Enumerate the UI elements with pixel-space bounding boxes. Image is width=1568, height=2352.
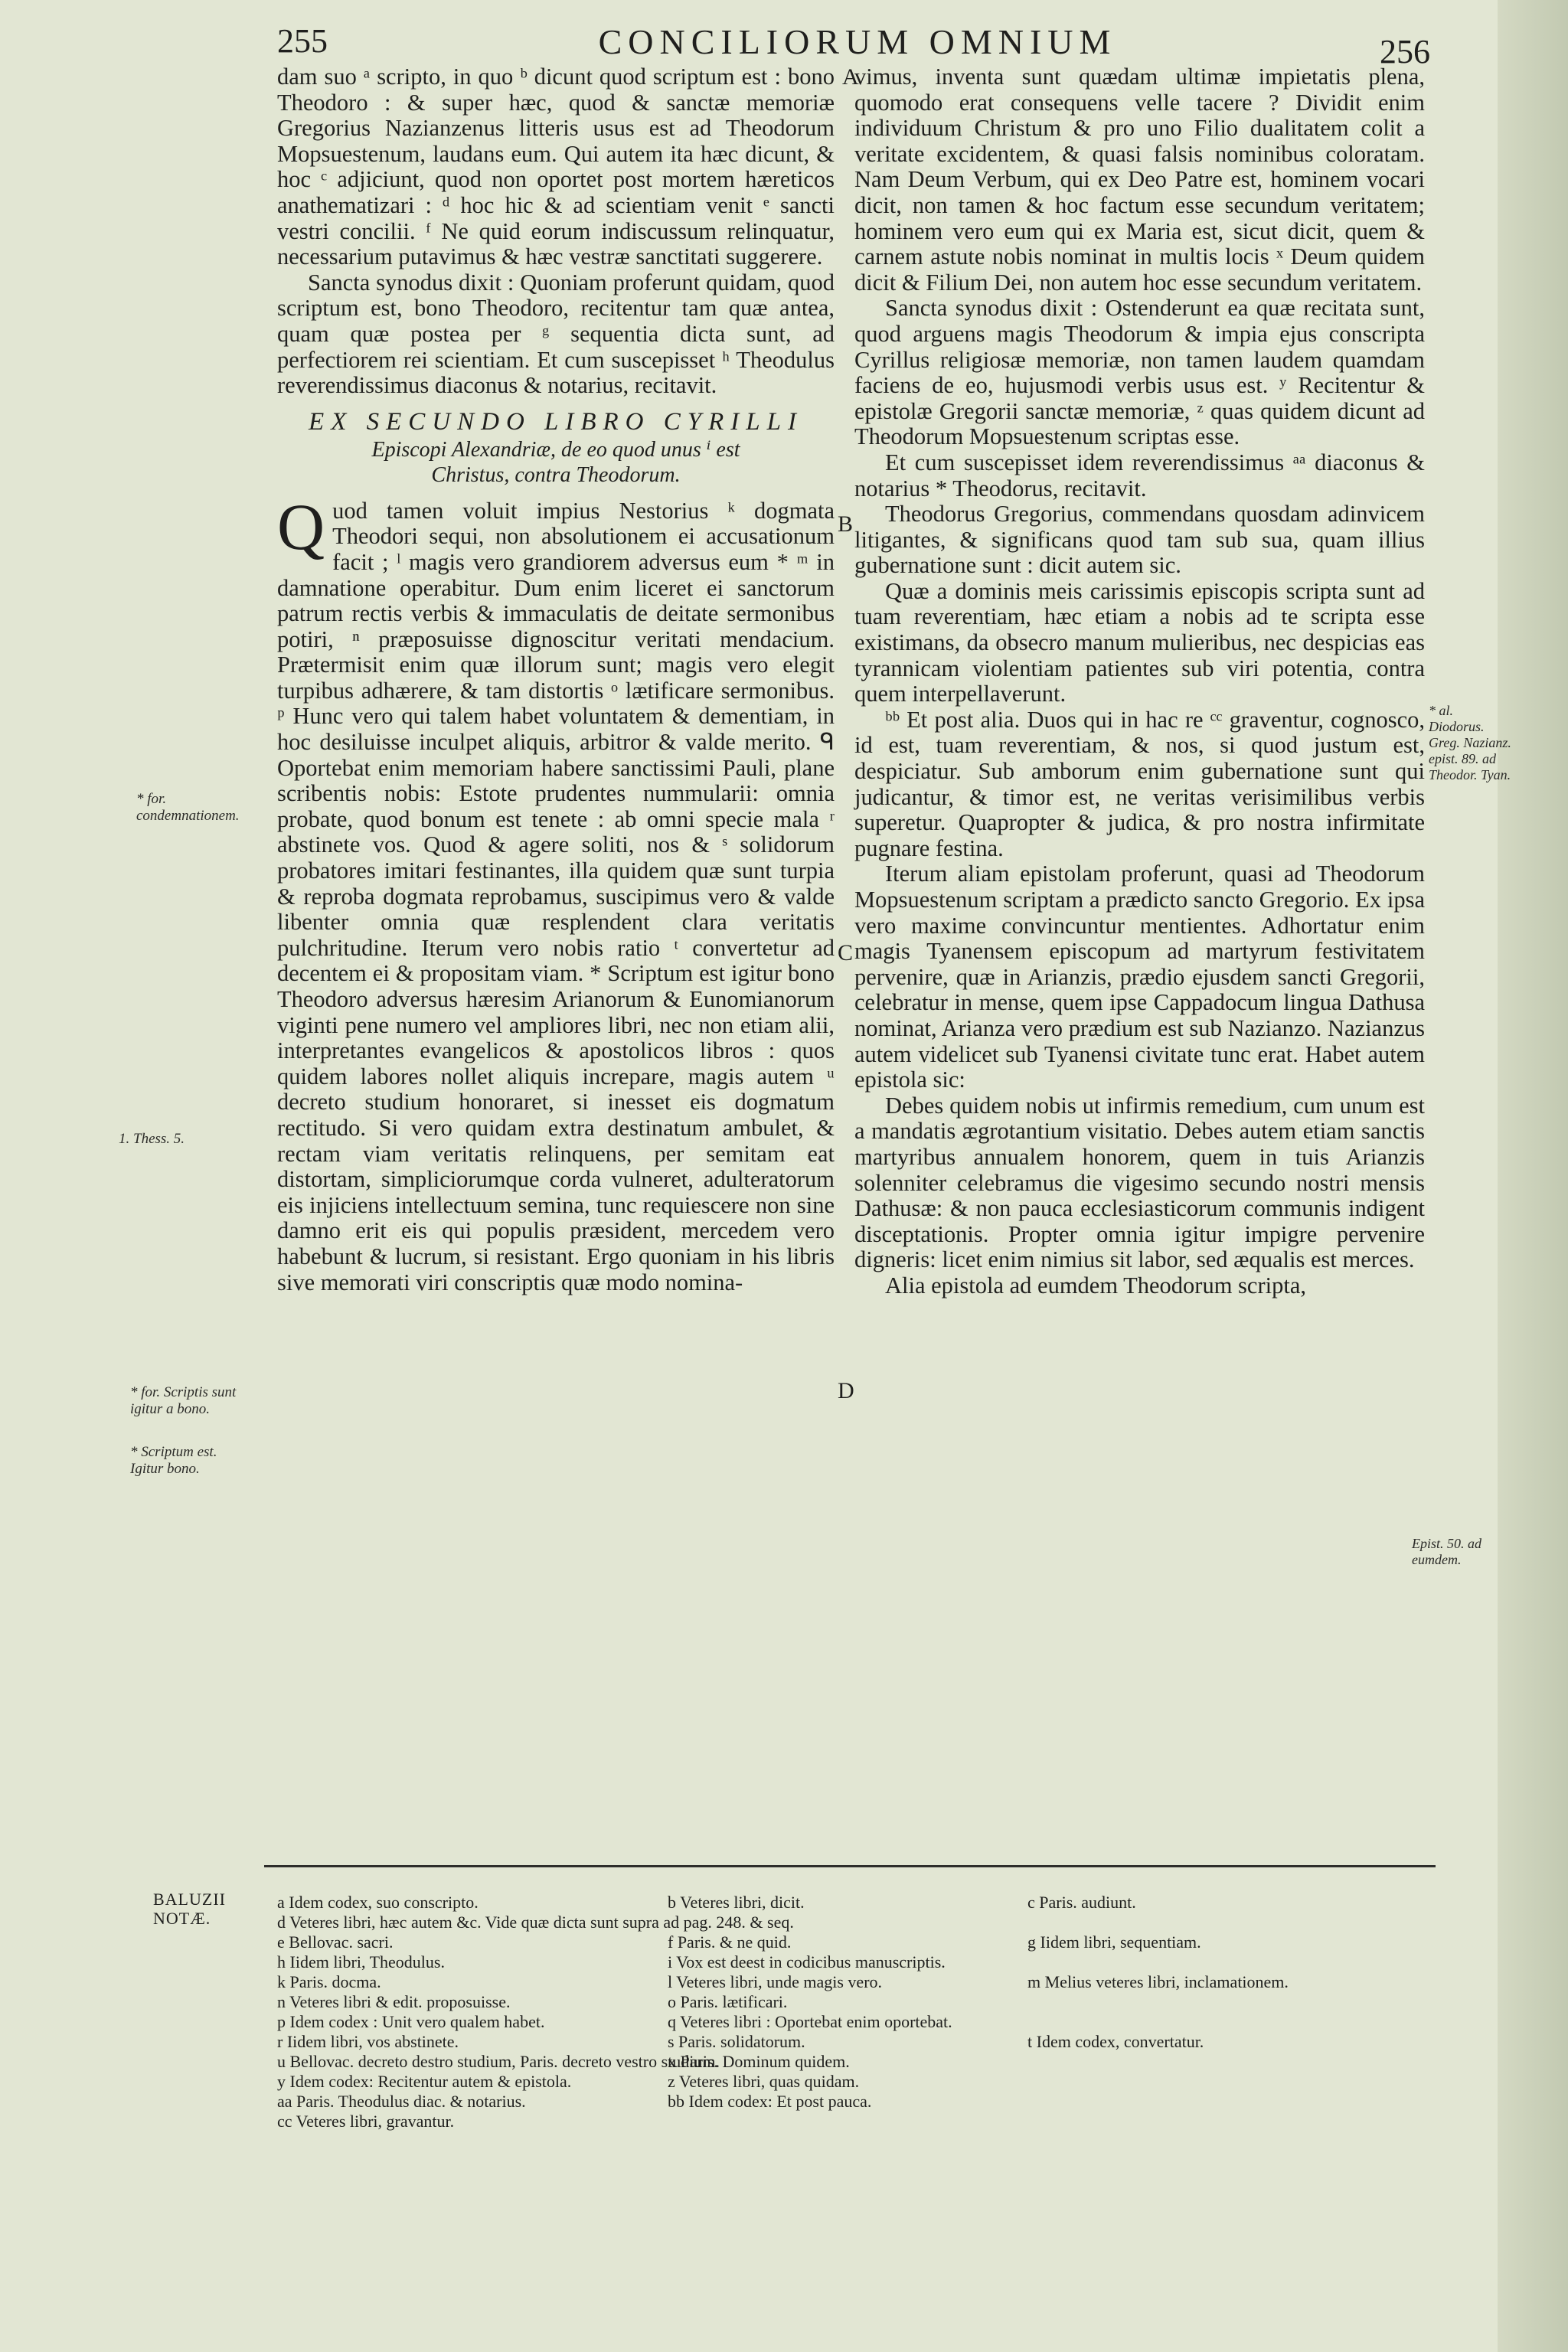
margin-note-scriptum: * Scriptum est. Igitur bono.: [130, 1444, 217, 1477]
footnote-entry: u Bellovac. decreto destro studium, Paris. decreto vestro studium.: [277, 2052, 720, 2071]
margin-note-condemnationem: * for. condemnationem.: [136, 791, 240, 824]
right-paragraph-7: Iterum aliam epistolam proferunt, quasi ad Theodorum Mopsuestenum scriptam a prædicto sancto Gregorio. Ex ipsa vero maxime convincuntur mentientes. Adhortatur enim magis Tyanensem episcopum ad martyrum festivitatem pervenire, quæ in Arianzis, prædio ejusdem sancti Gregorii, celebratur in mense, quem ipse Cappadocum lingua Dathusa nominat, Arianza vero prædium est sub Nazianzo. Nazianzus autem videlicet sub Tyanensi civitate tunc erat. Habet autem epistola sic:: [854, 861, 1425, 1093]
footnote-entry: n Veteres libri & edit. proposuisse.: [277, 1992, 511, 2011]
page-number-right: 256: [1380, 33, 1430, 70]
right-paragraph-6: ᵇᵇ Et post alia. Duos qui in hac re ᶜᶜ graventur, cognosco, id est, tuam reverentiam, & nos, si quod justum est, despiciatur. Sub amborum enim gubernatione sunt qui judicantur, & timor est, ne veritas verisimilibus verbis superetur. Quapropter & judica, & pro nostra infirmitate pugnare festina.: [854, 706, 1425, 861]
right-text-column: [854, 64, 1425, 1299]
footnote-row: [277, 1952, 1441, 1972]
footnote-entry: i Vox est deest in codicibus manuscriptis.: [668, 1952, 946, 1971]
footnote-entry: a Idem codex, suo conscripto.: [277, 1893, 479, 1912]
running-title: CONCILIORUM OMNIUM: [598, 22, 1117, 61]
footnote-entry: z Veteres libri, quas quidam.: [668, 2072, 860, 2091]
section-letter-a: A: [842, 64, 859, 90]
adjacent-page-edge: [1498, 0, 1568, 2352]
section-subtitle-line2: Christus, contra Theodorum.: [431, 462, 681, 487]
right-paragraph-8: Debes quidem nobis ut infirmis remedium, cum unum est a mandatis ægrotantium visitatio. Debes autem etiam sanctis martyribus annualem honorem, quem in tuis Arianzis solenniter celebramus die vigesimo secundo nostri mensis Dathusæ: & non pauca ecclesiasticorum communis indigent disceptationis. Propter omnia igitur impigre pervenire digneris: licet enim nimius sit labor, sed æqualis est merces.: [854, 1092, 1425, 1273]
footnote-row: [277, 2112, 1441, 2132]
footnote-entry: bb Idem codex: Et post pauca.: [668, 2092, 872, 2111]
footnote-row: [277, 1972, 1441, 1992]
section-subtitle: [277, 437, 835, 488]
right-paragraph-9: Alia epistola ad eumdem Theodorum scripta,: [885, 1272, 1306, 1298]
footnote-row: [277, 2092, 1441, 2112]
footnote-entry: r Iidem libri, vos abstinete.: [277, 2032, 459, 2051]
footnote-entry: aa Paris. Theodulus diac. & notarius.: [277, 2092, 526, 2111]
footnote-entry: c Paris. audiunt.: [1027, 1893, 1136, 1912]
footnote-entry: t Idem codex, convertatur.: [1027, 2032, 1204, 2051]
footnote-entry: b Veteres libri, dicit.: [668, 1893, 805, 1912]
left-paragraph-3-text: uod tamen voluit impius Nestorius ᵏ dogmata Theodori sequi, non absolutionem ei accusationum facit ; ˡ magis vero grandiorem adversus eum * ᵐ in damnatione operabitur. Dum enim liceret ei sanctorum patrum rectis verbis & immaculatis de deitate sermonibus potiri, ⁿ præposuisse dignoscitur veritati mendacium. Prætermisit enim quæ illorum sunt; magis vero elegit turpibus adhærere, & tam distortis ᵒ lætificare sermonibus. ᵖ Hunc vero qui talem habet voluntatem & dementiam, in hoc desiluisse inculpet aliquis, arbitror & valde merito. ᑫ Oportebat enim memoriam habere sanctissimi Pauli, plane scribentis nobis: Estote prudentes nummularii: omnia probate, quod bonum est tenete : ab omni specie mala ʳ abstinete vos. Quod & agere soliti, nos & ˢ solidorum probatores imitari festinantes, illa quidem quæ sunt turpia & reproba dogmata reprobamus, suscipimus vero & valde libenter omnia quæ resplendent clara veritatis pulchritudine. Iterum vero nobis ratio ᵗ convertetur ad decentem ei & propositam viam. * Scriptum est igitur bono Theodoro adversus hæresim Arianorum & Eunomianorum viginti pene numero vel ampliores libri, nec non etiam alii, interpretantes evangelicos & apostolicos libros : quos quidem labores nollet aliquis increpare, magis autem ᵘ decreto studium honoraret, si inesset eis dogmatum rectitudo. Si vero quidam extra destinatum ambulet, & rectam viam veritatis relinquens, per semitam eat distortam, simpliciorumque corda vulneret, adulteratorum eis injiciens intellectuum semina, tunc requiescere non sine damno erit eis qui populis præsident, mercedem vero habebunt & lucrum, si resistant. Ergo quoniam in his libris sive memorati viri conscriptis quæ modo nomina-: [277, 497, 835, 1295]
section-letter-d: D: [838, 1378, 854, 1403]
left-paragraph-1: dam suo ᵃ scripto, in quo ᵇ dicunt quod scriptum est : bono Theodoro : & super hæc, quod & sanctæ memoriæ Gregorius Nazianzenus litteris usus est ad Theodorum Mopsuestenum, laudans eum. Qui autem ita hæc dicunt, & hoc ᶜ adjiciunt, quod non oportet post mortem hæreticos anathematizari : ᵈ hoc hic & ad scientiam venit ᵉ sancti vestri concilii. ᶠ Ne quid eorum indiscussum relinquatur, necessarium putavimus & hæc vestræ sanctitati suggerere.: [277, 64, 835, 270]
footnote-entry: m Melius veteres libri, inclamationem.: [1027, 1972, 1289, 1991]
footnote-separator-rule: [264, 1865, 1436, 1867]
footnote-entry: k Paris. docma.: [277, 1972, 381, 1991]
footnote-row: [277, 1932, 1441, 1952]
right-paragraph-5: Quæ a dominis meis carissimis episcopis scripta sunt ad tuam reverentiam, hæc etiam a nobis ad te scripta esse existimans, da obsecro manum mulieribus, nec despicias eas tyrannicam violentiam patientes sub viri potentia, contra quem interpellaverunt.: [854, 577, 1425, 707]
left-text-column: [277, 64, 835, 1295]
footnotes-label-line1: BALUZII: [153, 1890, 226, 1909]
margin-note-epistola: Epist. 50. ad eumdem.: [1412, 1536, 1482, 1567]
right-paragraph-4: Theodorus Gregorius, commendans quosdam adinvicem litigantes, & significans quod tam sub sua, quam illius gubernatione sunt : dicit autem sic.: [854, 501, 1425, 579]
footnote-entry: p Idem codex : Unit vero qualem habet.: [277, 2012, 545, 2031]
drop-capital: Q: [277, 489, 325, 564]
footnote-entry: cc Veteres libri, gravantur.: [277, 2112, 455, 2131]
margin-note-scriptis: * for. Scriptis sunt igitur a bono.: [130, 1384, 237, 1417]
footnote-entry: q Veteres libri : Oportebat enim oportebat.: [668, 2012, 952, 2031]
right-paragraph-3: Et cum suscepisset idem reverendissimus ᵃᵃ diaconus & notarius * Theodorus, recitavit.: [854, 449, 1425, 501]
footnotes-label-line2: NOTÆ.: [153, 1909, 211, 1928]
section-letter-b: B: [838, 511, 854, 537]
footnote-entry: y Idem codex: Recitentur autem & epistola.: [277, 2072, 572, 2091]
right-paragraph-2: Sancta synodus dixit : Ostenderunt ea quæ recitata sunt, quod arguens magis Theodorum & impia ejus conscripta Cyrillus religiosæ memoriæ, non tamen laudem quamdam faciens de eo, hujusmodi verbis usus est. ʸ Recitentur & epistolæ Gregorii sanctæ memoriæ, ᶻ quas quidem dicunt ad Theodorum Mopsuestenum scriptas esse.: [854, 295, 1425, 450]
footnote-row: [277, 1913, 1441, 1932]
footnote-entry: f Paris. & ne quid.: [668, 1932, 792, 1952]
footnote-entry: x Paris. Dominum quidem.: [668, 2052, 850, 2071]
footnote-row: [277, 2032, 1441, 2052]
footnotes-label: [153, 1890, 226, 1928]
left-paragraph-3: [277, 489, 835, 1295]
footnote-row: [277, 1992, 1441, 2012]
section-subtitle-line1: Episcopi Alexandriæ, de eo quod unus ⁱ est: [371, 437, 740, 462]
footnote-entry: g Iidem libri, sequentiam.: [1027, 1932, 1201, 1952]
footnote-entry: h Iidem libri, Theodulus.: [277, 1952, 445, 1971]
running-header: [0, 21, 1568, 70]
footnote-entry: d Veteres libri, hæc autem &c. Vide quæ dicta sunt supra ad pag. 248. & seq.: [277, 1913, 794, 1932]
footnote-row: [277, 2072, 1441, 2092]
right-paragraph-1: vimus, inventa sunt quædam ultimæ impietatis plena, quomodo erat consequens velle tacere ? Dividit enim individuum Christum & pro uno Filio dualitatem colit a veritate excidentem, & quasi falsis nominibus coloratam. Nam Deum Verbum, qui ex Deo Patre est, hominem vocari dicit, non tamen & hoc factum esse secundum veritatem; hominem vero eum qui ex Maria est, sicut dicit, quem & carnem astute nobis nominat in multis locis ˣ Deum quidem dicit & Filium Dei, non autem hoc esse secundum veritatem.: [854, 64, 1425, 296]
margin-note-diodorus: * al. Diodorus. Greg. Nazianz. epist. 89. ad Theodor. Tyan.: [1429, 703, 1511, 782]
section-letter-c: C: [838, 940, 854, 965]
section-title: EX SECUNDO LIBRO CYRILLI: [309, 407, 803, 436]
footnote-row: [277, 2052, 1441, 2072]
footnote-entry: e Bellovac. sacri.: [277, 1932, 394, 1952]
footnotes: [277, 1893, 1441, 2132]
footnote-entry: o Paris. lætificari.: [668, 1992, 788, 2011]
footnote-entry: l Veteres libri, unde magis vero.: [668, 1972, 883, 1991]
margin-note-thessalonians: 1. Thess. 5.: [119, 1131, 185, 1147]
left-paragraph-2: Sancta synodus dixit : Quoniam proferunt quidam, quod scriptum est, bono Theodoro, recitentur tam quæ antea, quam quæ postea per ᵍ sequentia dicta sunt, ad perfectiorem rei scientiam. Et cum suscepisset ʰ Theodulus reverendissimus diaconus & notarius, recitavit.: [277, 269, 835, 399]
footnote-row: [277, 2012, 1441, 2032]
page-number-left: 255: [277, 22, 328, 60]
footnote-row: [277, 1893, 1441, 1913]
footnote-entry: s Paris. solidatorum.: [668, 2032, 805, 2051]
